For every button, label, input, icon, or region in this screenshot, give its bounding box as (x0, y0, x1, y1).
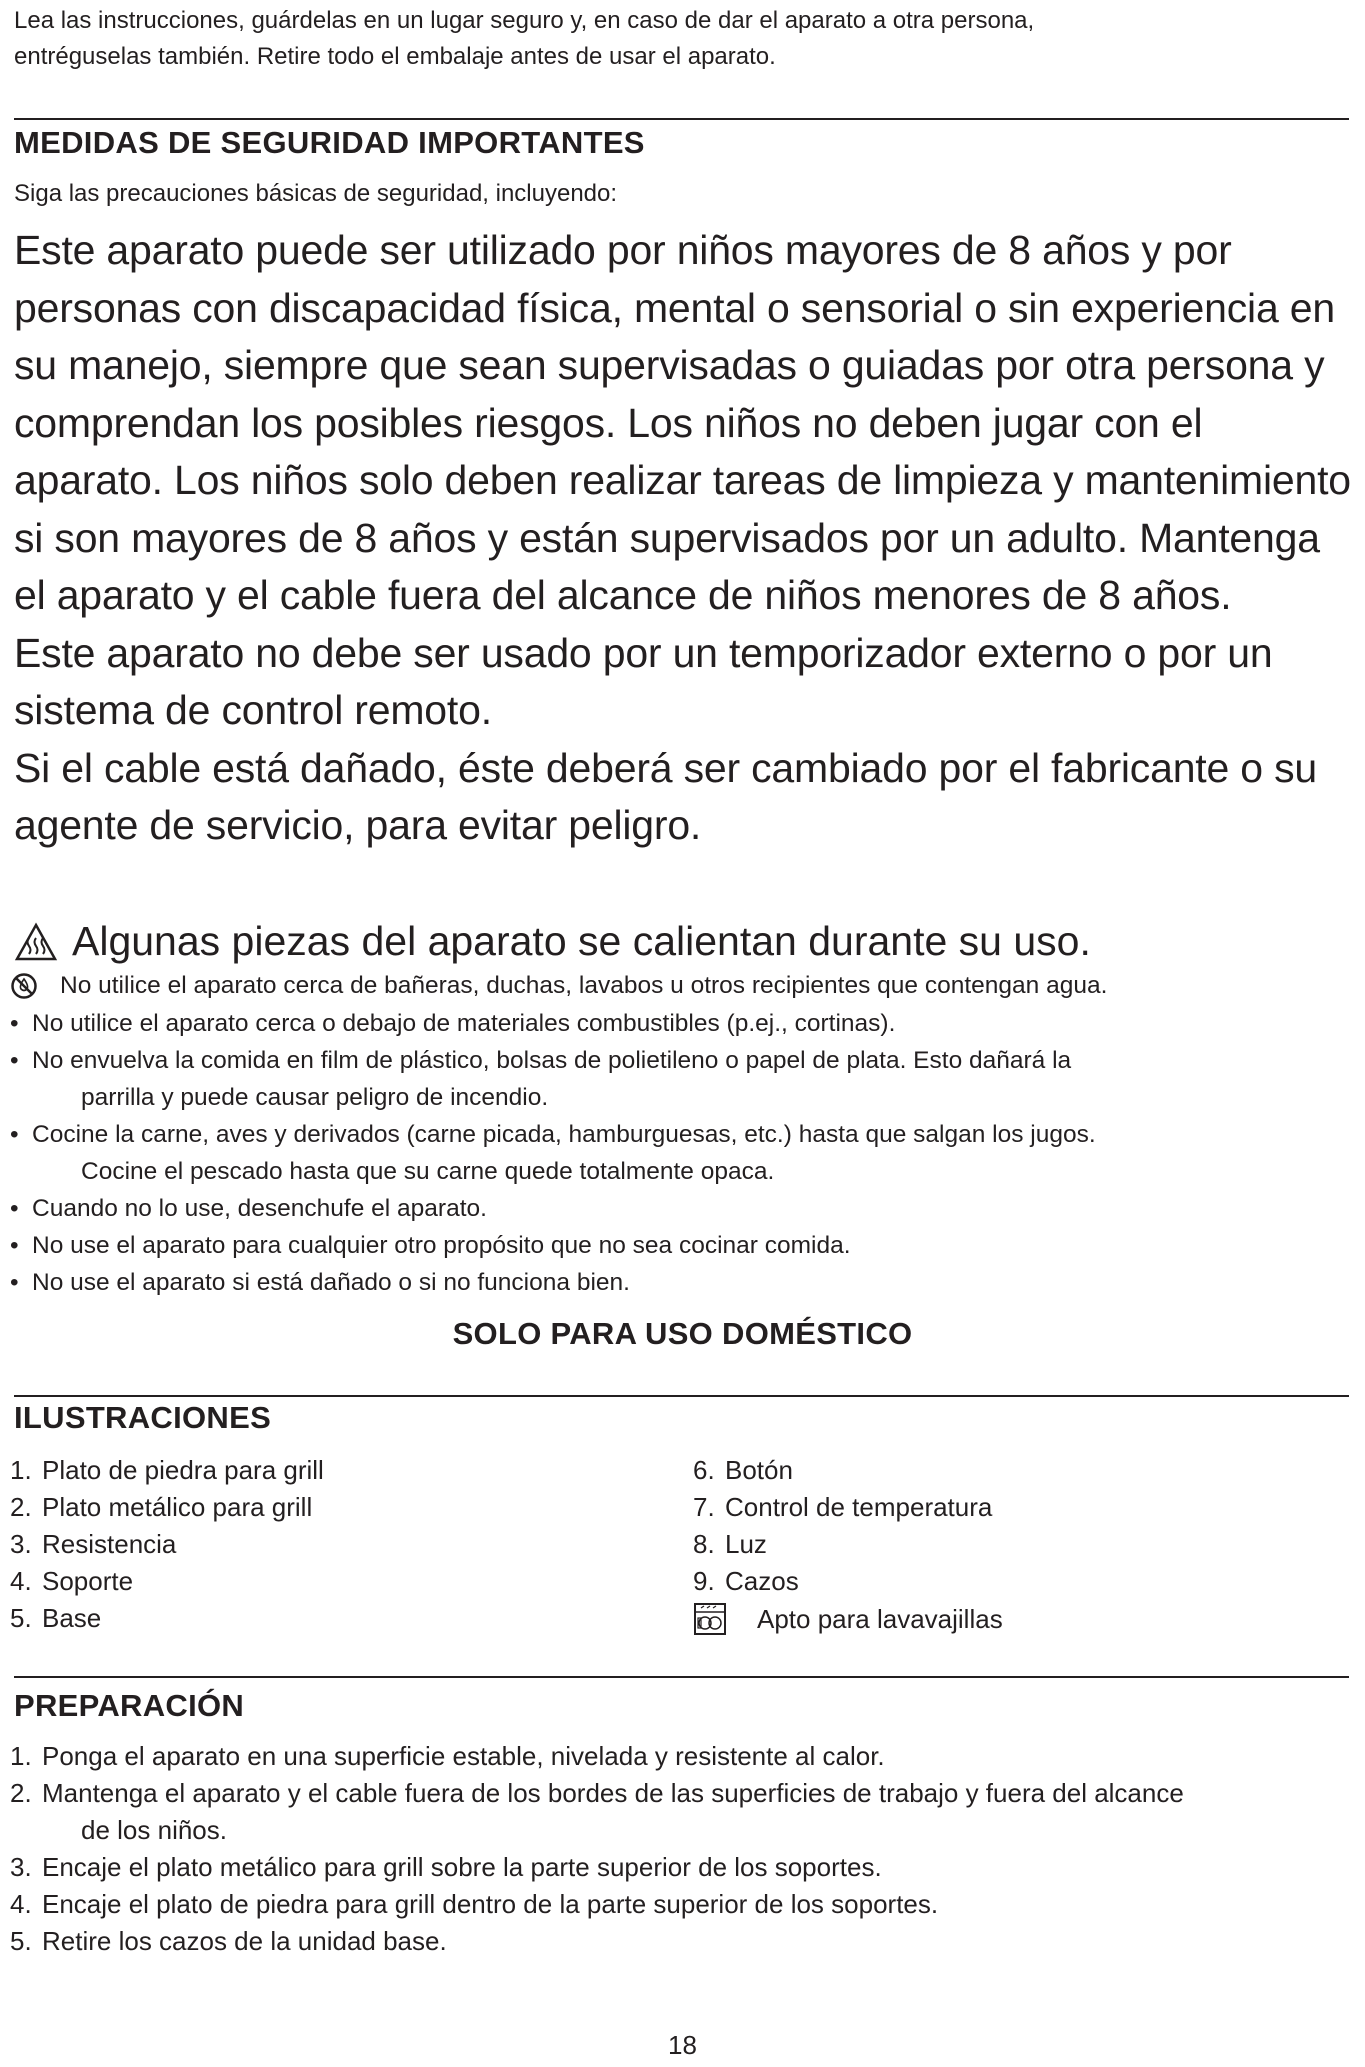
bullet-text: Cuando no lo use, desenchufe el aparato. (32, 1195, 487, 1222)
section-divider (14, 1676, 1349, 1678)
safety-bullet (10, 1232, 851, 1260)
hot-surface-warning-text: Algunas piezas del aparato se calientan durante su uso. (72, 918, 1091, 964)
bullet-marker: • (10, 1232, 19, 1259)
safety-large-text (14, 222, 1359, 855)
bullet-marker: • (10, 1047, 19, 1074)
safety-bullet (10, 1269, 630, 1297)
hot-surface-icon (14, 922, 58, 962)
prep-step: 4. Encaje el plato de piedra para grill dentro de la parte superior de los soportes. (10, 1889, 939, 1919)
safety-heading: MEDIDAS DE SEGURIDAD IMPORTANTES (14, 125, 645, 160)
safety-bullet (10, 1195, 487, 1223)
hot-surface-warning (14, 918, 1091, 965)
no-water-icon (10, 972, 38, 1000)
bullet-text: No use el aparato si está dañado o si no funciona bien. (32, 1269, 630, 1296)
prep-step: 2. Mantenga el aparato y el cable fuera de los bordes de las superficies de trabajo y fuera del alcance (10, 1778, 1184, 1808)
bullet-marker: • (10, 1121, 19, 1148)
prep-step: 1. Ponga el aparato en una superficie estable, nivelada y resistente al calor. (10, 1741, 885, 1771)
bullet-continuation: parrilla y puede causar peligro de incendio. (81, 1084, 549, 1111)
bullet-continuation: Cocine el pescado hasta que su carne quede totalmente opaca. (81, 1158, 775, 1185)
section-divider (14, 1395, 1349, 1397)
bullet-text: No utilice el aparato cerca o debajo de materiales combustibles (p.ej., cortinas). (32, 1010, 896, 1037)
bullet-marker: • (10, 1269, 19, 1296)
list-item: 7. Control de temperatura (693, 1492, 993, 1522)
prep-step: 5. Retire los cazos de la unidad base. (10, 1926, 447, 1956)
bullet-text: Cocine la carne, aves y derivados (carne picada, hamburguesas, etc.) hasta que salgan los jugos. (32, 1121, 1096, 1148)
list-item: 8. Luz (693, 1529, 767, 1559)
bullet-marker: • (10, 1195, 19, 1222)
intro-line-1: Lea las instrucciones, guárdelas en un lugar seguro y, en caso de dar el aparato a otra persona, (14, 7, 1035, 34)
list-item: 2. Plato metálico para grill (10, 1492, 313, 1522)
illustrations-heading: ILUSTRACIONES (14, 1400, 272, 1435)
list-item: 5. Base (10, 1603, 102, 1633)
safety-bullet (10, 1121, 1096, 1149)
bullet-text: No envuelva la comida en film de plástico, bolsas de polietileno o papel de plata. Esto dañará la (32, 1047, 1072, 1074)
water-warning-text: No utilice el aparato cerca de bañeras, duchas, lavabos u otros recipientes que contengan agua. (60, 972, 1108, 999)
timer-warning-paragraph: Este aparato no debe ser usado por un temporizador externo o por un sistema de control remoto. (14, 629, 1273, 733)
children-warning-paragraph: Este aparato puede ser utilizado por niños mayores de 8 años y por personas con discapacidad física, mental o sensorial o sin experiencia en su manejo, siempre que sean supervisadas o guiadas por otra persona y comprendan los posibles riesgos. Los niños no deben jugar con el aparato. Los niños solo deben realizar tareas de limpieza y mantenimiento si son mayores de 8 años y están supervisados por un adulto. Mantenga el aparato y el cable fuera del alcance de niños menores de 8 años. (14, 227, 1351, 618)
bullet-text: No use el aparato para cualquier otro propósito que no sea cocinar comida. (32, 1232, 851, 1259)
intro-line-2: entréguselas también. Retire todo el embalaje antes de usar el aparato. (14, 43, 776, 70)
prep-step: 3. Encaje el plato metálico para grill sobre la parte superior de los soportes. (10, 1852, 882, 1882)
list-item: 3. Resistencia (10, 1529, 177, 1559)
household-use-notice: SOLO PARA USO DOMÉSTICO (452, 1316, 913, 1351)
dishwasher-safe-note (693, 1602, 1003, 1636)
section-divider (14, 118, 1349, 120)
list-item: 6. Botón (693, 1455, 793, 1485)
list-item: 4. Soporte (10, 1566, 134, 1596)
page-number: 18 (668, 2030, 697, 2060)
dishwasher-icon (693, 1602, 727, 1636)
prep-step-continuation: de los niños. (81, 1815, 227, 1845)
cable-warning-paragraph: Si el cable está dañado, éste deberá ser cambiado por el fabricante o su agente de servicio, para evitar peligro. (14, 744, 1317, 848)
bullet-marker: • (10, 1010, 19, 1037)
safety-bullet (10, 1047, 1071, 1075)
water-warning (10, 972, 1107, 1000)
dishwasher-safe-label: Apto para lavavajillas (757, 1603, 1003, 1634)
safety-subheading: Siga las precauciones básicas de seguridad, incluyendo: (14, 180, 618, 207)
list-item: 9. Cazos (693, 1566, 799, 1596)
list-item: 1. Plato de piedra para grill (10, 1455, 324, 1485)
safety-bullet (10, 1010, 895, 1038)
preparation-heading: PREPARACIÓN (14, 1688, 245, 1723)
